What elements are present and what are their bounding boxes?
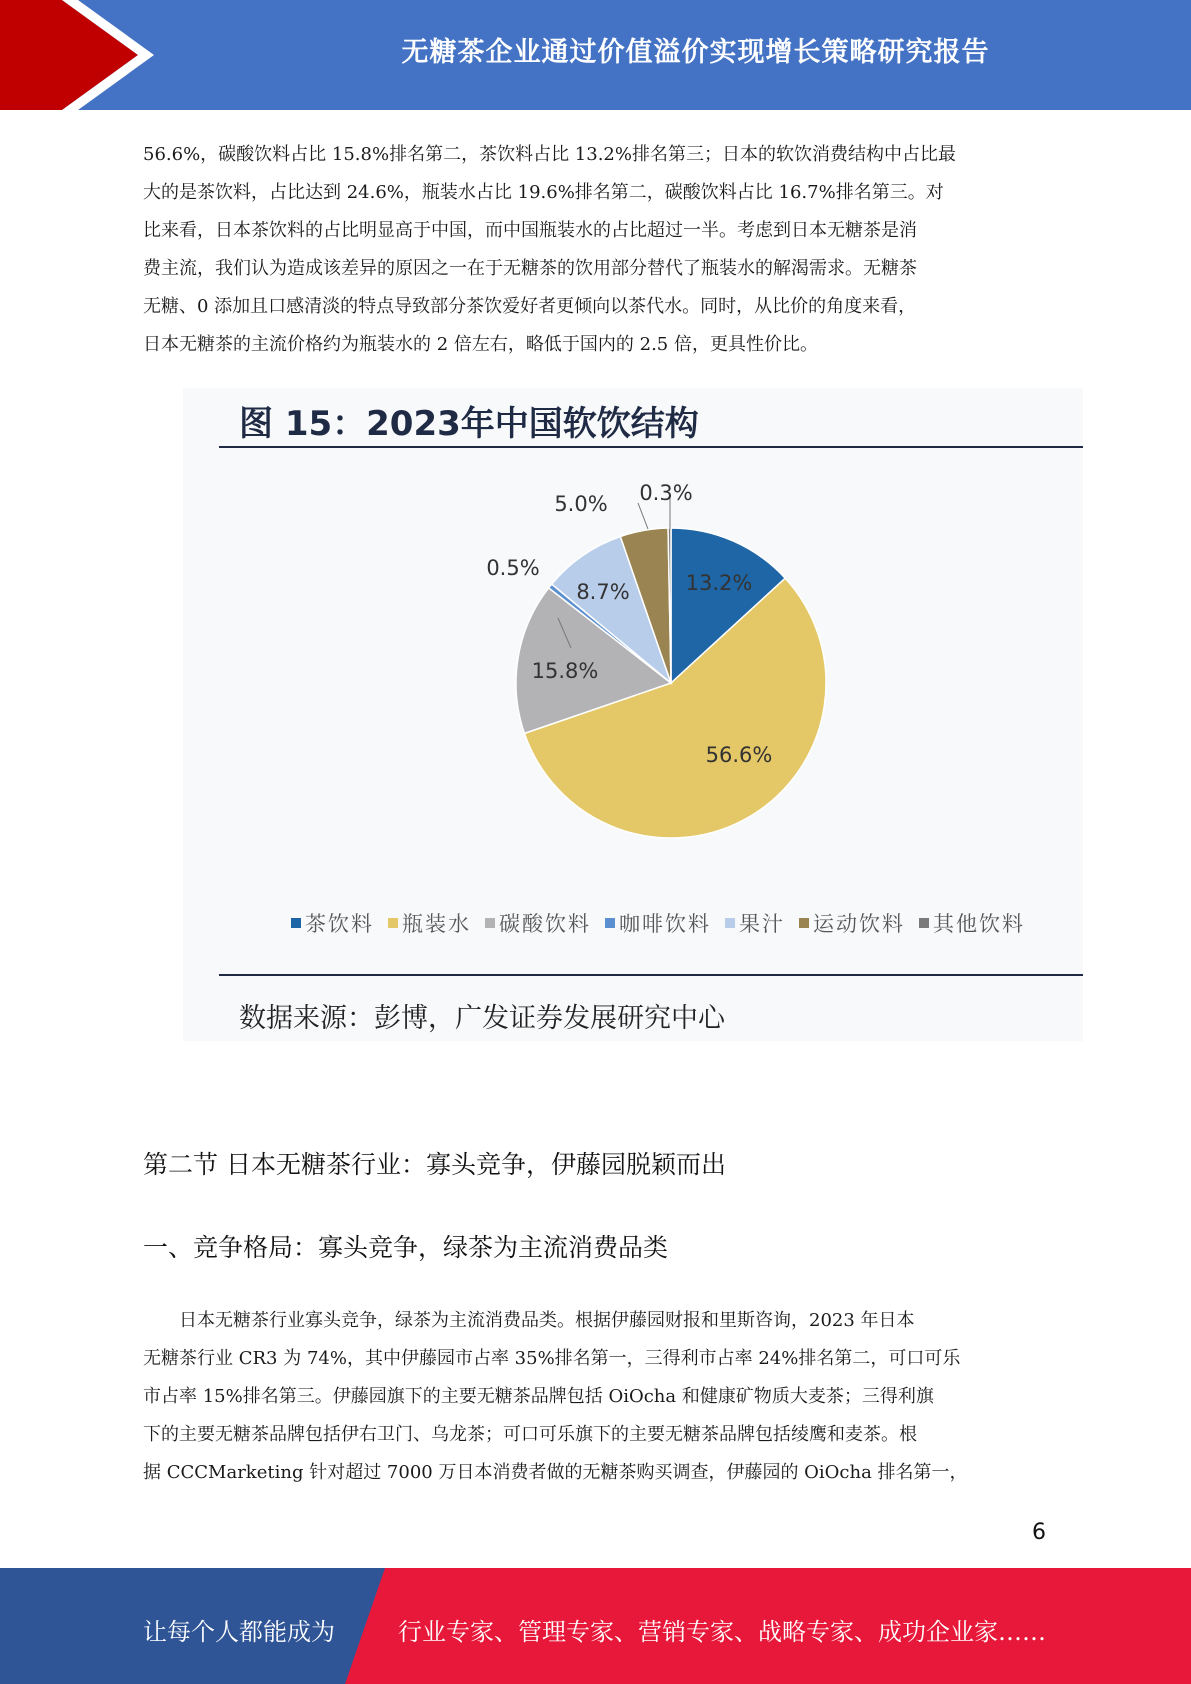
text-line: 大的是茶饮料，占比达到 24.6%，瓶装水占比 19.6%排名第二，碳酸饮料占比 16.7%排名第三。对 bbox=[143, 182, 944, 203]
intro-paragraph bbox=[143, 136, 1048, 364]
legend-swatch bbox=[605, 918, 615, 928]
legend-label: 茶饮料 bbox=[305, 912, 374, 936]
chart-legend bbox=[291, 908, 1025, 938]
legend-label: 碳酸饮料 bbox=[499, 912, 591, 936]
legend-item bbox=[485, 908, 591, 938]
footer-slogan-right: 行业专家、管理专家、营销专家、战略专家、成功企业家…… bbox=[398, 1618, 1046, 1646]
legend-swatch bbox=[291, 918, 301, 928]
leader-line bbox=[638, 503, 648, 529]
page-header bbox=[0, 0, 1191, 110]
pie-chart bbox=[183, 448, 1083, 908]
legend-swatch bbox=[725, 918, 735, 928]
legend-item bbox=[605, 908, 711, 938]
legend-label: 果汁 bbox=[739, 912, 785, 936]
legend-swatch bbox=[485, 918, 495, 928]
slice-label: 15.8% bbox=[531, 659, 599, 683]
text-line: 费主流，我们认为造成该差异的原因之一在于无糖茶的饮用部分替代了瓶装水的解渴需求。无糖茶 bbox=[143, 258, 917, 279]
subsection-heading: 一、竞争格局：寡头竞争，绿茶为主流消费品类 bbox=[143, 1233, 669, 1262]
page-number: 6 bbox=[1032, 1520, 1046, 1545]
legend-label: 其他饮料 bbox=[933, 912, 1025, 936]
figure-bottom-rule bbox=[219, 974, 1083, 976]
report-title: 无糖茶企业通过价值溢价实现增长策略研究报告 bbox=[401, 37, 990, 68]
legend-item bbox=[291, 908, 374, 938]
text-line: 无糖茶行业 CR3 为 74%，其中伊藤园市占率 35%排名第一，三得利市占率 24%排名第二，可口可乐 bbox=[143, 1348, 961, 1369]
text-line: 日本无糖茶的主流价格约为瓶装水的 2 倍左右，略低于国内的 2.5 倍，更具性价比。 bbox=[143, 334, 818, 355]
legend-label: 瓶装水 bbox=[402, 912, 471, 936]
slice-label: 0.3% bbox=[639, 481, 693, 505]
slice-label: 13.2% bbox=[685, 571, 753, 595]
slice-label: 5.0% bbox=[554, 492, 608, 516]
text-line: 无糖、0 添加且口感清淡的特点导致部分茶饮爱好者更倾向以茶代水。同时，从比价的角度来看， bbox=[143, 296, 917, 317]
figure-source: 数据来源：彭博，广发证券发展研究中心 bbox=[239, 1003, 725, 1034]
legend-item bbox=[388, 908, 471, 938]
text-line: 比来看，日本茶饮料的占比明显高于中国，而中国瓶装水的占比超过一半。考虑到日本无糖茶是消 bbox=[143, 220, 917, 241]
legend-item bbox=[799, 908, 905, 938]
legend-item bbox=[919, 908, 1025, 938]
legend-swatch bbox=[799, 918, 809, 928]
figure-title: 图 15：2023年中国软饮结构 bbox=[239, 404, 699, 444]
figure-pie-chart bbox=[183, 388, 1083, 1041]
text-line: 据 CCCMarketing 针对超过 7000 万日本消费者做的无糖茶购买调查，伊藤园的 OiOcha 排名第一， bbox=[143, 1462, 968, 1483]
section-heading: 第二节 日本无糖茶行业：寡头竞争，伊藤园脱颖而出 bbox=[143, 1150, 726, 1179]
header-arrow-decoration bbox=[0, 0, 200, 110]
legend-label: 咖啡饮料 bbox=[619, 912, 711, 936]
footer-slogan-left: 让每个人都能成为 bbox=[143, 1618, 335, 1646]
page-footer bbox=[0, 1568, 1191, 1684]
text-line: 56.6%，碳酸饮料占比 15.8%排名第二，茶饮料占比 13.2%排名第三；日本的软饮消费结构中占比最 bbox=[143, 144, 956, 165]
body-paragraph bbox=[143, 1302, 1048, 1492]
text-line: 市占率 15%排名第三。伊藤园旗下的主要无糖茶品牌包括 OiOcha 和健康矿物质大麦茶；三得利旗 bbox=[143, 1386, 934, 1407]
legend-swatch bbox=[388, 918, 398, 928]
slice-label: 0.5% bbox=[486, 556, 540, 580]
slice-label: 56.6% bbox=[705, 743, 773, 767]
legend-swatch bbox=[919, 918, 929, 928]
text-line: 日本无糖茶行业寡头竞争，绿茶为主流消费品类。根据伊藤园财报和里斯咨询，2023 年日本 bbox=[179, 1310, 915, 1331]
legend-item bbox=[725, 908, 785, 938]
slice-label: 8.7% bbox=[576, 580, 630, 604]
text-line: 下的主要无糖茶品牌包括伊右卫门、乌龙茶；可口可乐旗下的主要无糖茶品牌包括绫鹰和麦茶。根 bbox=[143, 1424, 917, 1445]
legend-label: 运动饮料 bbox=[813, 912, 905, 936]
